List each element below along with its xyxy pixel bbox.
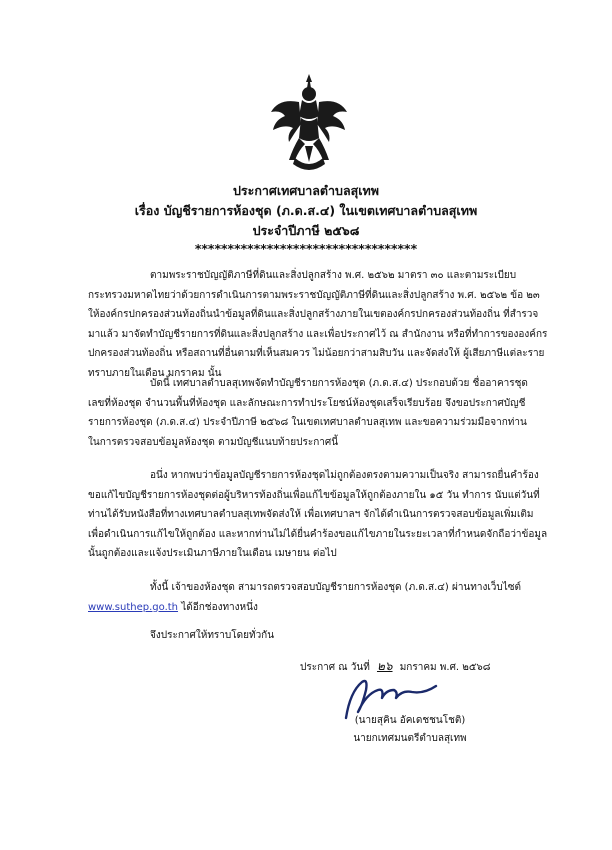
text-line: ปกครองส่วนท้องถิ่น หรือสถานที่อื่นตามที่เห็นสมควร ไม่น้อยกว่าสามสิบวัน และจัดส่งให้ ผู้เสียภาษีแต่ละราย [88, 348, 545, 359]
text-line: กระทรวงมหาดไทยว่าด้วยการดำเนินการตามพระราชบัญญัติภาษีที่ดินและสิ่งปลูกสร้าง พ.ศ. ๒๕๖๒ ข้อ ๒๓ [88, 289, 540, 301]
date-day: ๒๖ [376, 659, 393, 673]
text-line: ตามพระราชบัญญัติภาษีที่ดินและสิ่งปลูกสร้าง พ.ศ. ๒๕๖๒ มาตรา ๓๐ และตามระเบียบ [150, 270, 517, 281]
text-line: เลขที่ห้องชุด จำนวนพื้นที่ห้องชุด และลักษณะการทำประโยชน์ห้องชุดเสร็จเรียบร้อย จึงขอประกาศบัญชี [88, 397, 526, 409]
text-line: นั้นถูกต้องและแจ้งประเมินภาษีภายในเดือน เมษายน ต่อไป [88, 548, 337, 559]
text-line: ทั้งนี้ เจ้าของห้องชุด สามารถตรวจสอบบัญชีรายการห้องชุด (ภ.ด.ส.๔) ผ่านทางเว็บไซต์ [150, 582, 522, 593]
announcement-issuer: ประกาศเทศบาลตำบลสุเทพ [232, 183, 380, 198]
signer-title: นายกเทศมนตรีตำบลสุเทพ [353, 733, 467, 744]
paragraph-closing [88, 626, 558, 646]
text-line: อนึ่ง หากพบว่าข้อมูลบัญชีรายการห้องชุดไม่ถูกต้องตรงตามความเป็นจริง สามารถยื่นคำร้อง [150, 470, 539, 481]
text-line: ให้องค์กรปกครองส่วนท้องถิ่นนำข้อมูลที่ดินและสิ่งปลูกสร้างภายในเขตองค์กรปกครองส่วนท้องถิ่น ที่สำรวจ [88, 309, 539, 320]
signer-name: (นายสุคิน อัคเดชชนโชติ) [354, 715, 466, 726]
announcement-subject: เรื่อง บัญชีรายการห้องชุด (ภ.ด.ส.๔) ในเขตเทศบาลตำบลสุเทพ [134, 203, 478, 218]
website-link[interactable]: www.suthep.go.th [88, 601, 179, 613]
paragraph-correction [88, 466, 558, 564]
text-line: ขอแก้ไขบัญชีรายการห้องชุดต่อผู้บริหารท้องถิ่นเพื่อแก้ไขข้อมูลให้ถูกต้องภายใน ๑๕ วัน ทำการ นับแต่วันที่ [88, 489, 540, 501]
tax-year: ประจำปีภาษี ๒๕๖๘ [252, 223, 360, 238]
text-line: ในการตรวจสอบข้อมูลห้องชุด ตามบัญชีแนบท้ายประกาศนี้ [88, 436, 339, 448]
date-prefix: ประกาศ ณ วันที่ [300, 662, 370, 673]
closing-line: จึงประกาศให้ทราบโดยทั่วกัน [150, 630, 275, 641]
text-line: เพื่อดำเนินการแก้ไขให้ถูกต้อง และหากท่านไม่ได้ยื่นคำร้องขอแก้ไขภายในระยะเวลาที่กำหนดจักถือว่าข้อมูล [88, 528, 548, 540]
text-line: มาแล้ว มาจัดทำบัญชีรายการที่ดินและสิ่งปลูกสร้าง และเพื่อประกาศไว้ ณ สำนักงาน หรือที่ทำการขององค์กร [88, 328, 548, 340]
text-line: ท่านได้รับหนังสือที่ทางเทศบาลตำบลสุเทพจัดส่งให้ เพื่อเทศบาลฯ จักได้ดำเนินการตรวจสอบข้อมูลเพิ่มเติม [88, 509, 534, 520]
text-line: บัดนี้ เทศบาลตำบลสุเทพจัดทำบัญชีรายการห้องชุด (ภ.ด.ส.๔) ประกอบด้วย ชื่ออาคารชุด [150, 378, 528, 389]
text-line: ทราบภายในเดือน มกราคม นั้น [88, 367, 222, 379]
asterisk-divider: ********************************** [194, 241, 418, 256]
text-fragment: ได้อีกช่องทางหนึ่ง [178, 601, 258, 613]
text-line [88, 598, 558, 618]
text-line: รายการห้องชุด (ภ.ด.ส.๔) ประจำปีภาษี ๒๕๖๘ ในเขตเทศบาลตำบลสุเทพ และขอความร่วมมือจากท่าน [88, 417, 527, 428]
paragraph-legal-basis [88, 266, 558, 383]
date-suffix: มกราคม พ.ศ. ๒๕๖๘ [399, 662, 491, 673]
paragraph-announcement [88, 374, 558, 452]
garuda-emblem-icon [265, 72, 353, 176]
paragraph-website [88, 578, 558, 617]
